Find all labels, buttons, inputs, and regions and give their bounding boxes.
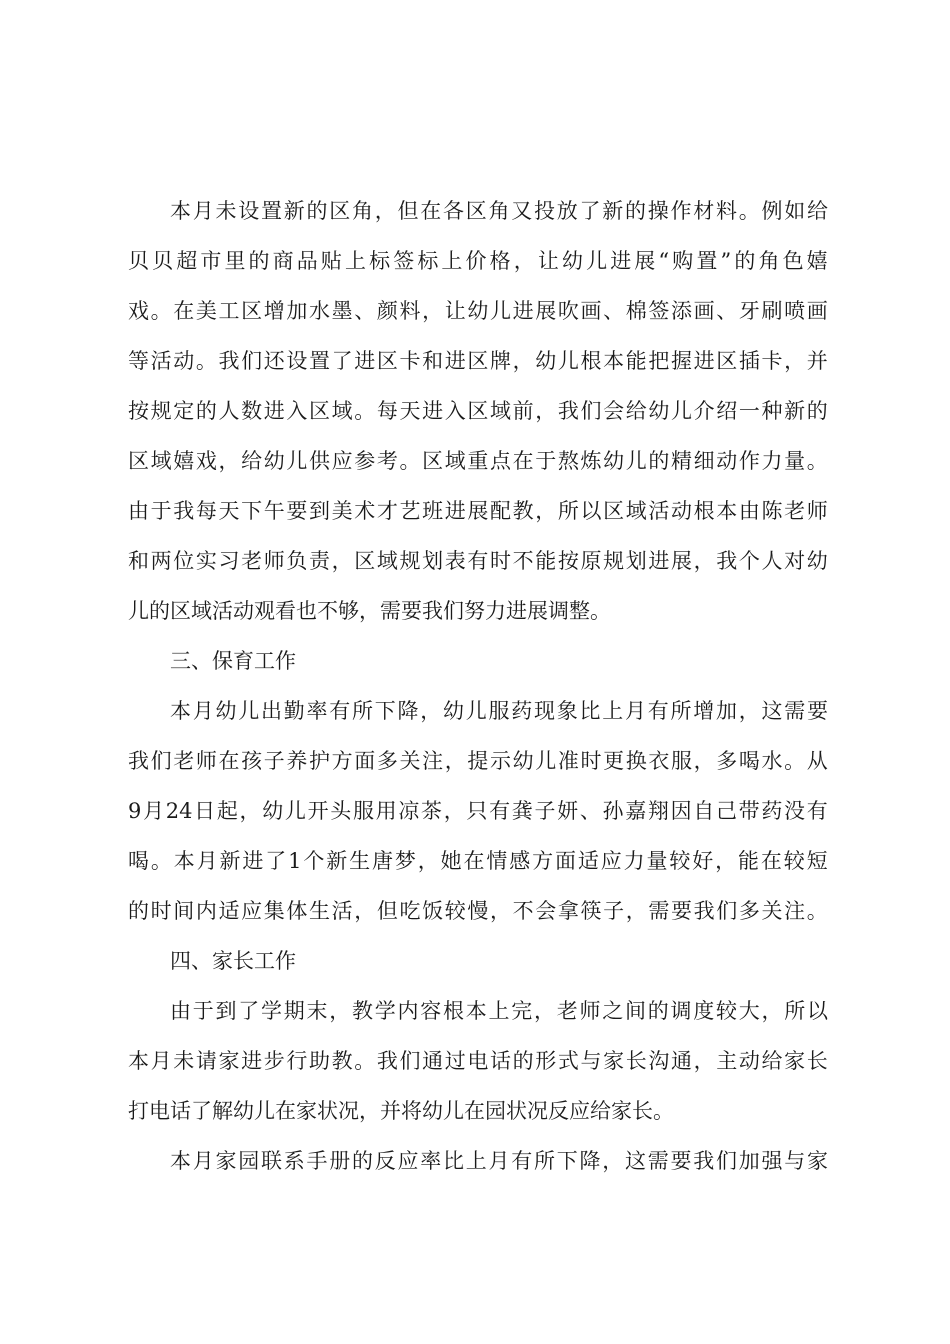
text-line: 喝 。 本 月 新 进 了 1 个 新 生 唐 梦 ， 她 在 情 感 方 面 适 应 力 量 较 好 ， 能 在 较 短 [128, 849, 828, 873]
text-line: 按 规 定 的 人 数 进 入 区 域 。 每 天 进 入 区 域 前 ， 我 们 会 给 幼 儿 介 绍 一 种 新 的 [128, 399, 828, 423]
section-heading: 四、家长工作 [170, 949, 296, 973]
text-line: 儿的区域活动观看也不够，需要我们努力进展调整。 [128, 599, 611, 623]
section-heading: 三、保育工作 [170, 649, 296, 673]
document-body [128, 186, 828, 1186]
text-line: 由 于 到 了 学 期 末 ， 教 学 内 容 根 本 上 完 ， 老 师 之 间 的 调 度 较 大 ， 所 以 [170, 999, 828, 1023]
text-line: 由 于 我 每 天 下 午 要 到 美 术 才 艺 班 进 展 配 教 ， 所 以 区 域 活 动 根 本 由 陈 老 师 [128, 499, 828, 523]
text-line: 和 两 位 实 习 老 师 负 责 ， 区 域 规 划 表 有 时 不 能 按 原 规 划 进 展 ， 我 个 人 对 幼 [128, 549, 828, 573]
text-line: 的 时 间 内 适 应 集 体 生 活 ， 但 吃 饭 较 慢 ， 不 会 拿 筷 子 ， 需 要 我 们 多 关 注 。 [128, 899, 828, 923]
text-line: 我 们 老 师 在 孩 子 养 护 方 面 多 关 注 ， 提 示 幼 儿 准 时 更 换 衣 服 ， 多 喝 水 。 从 [128, 749, 828, 773]
text-line: 本 月 未 请 家 进 步 行 助 教 。 我 们 通 过 电 话 的 形 式 与 家 长 沟 通 ， 主 动 给 家 长 [128, 1049, 828, 1073]
text-line: 戏 。 在 美 工 区 增 加 水 墨 、 颜 料 ， 让 幼 儿 进 展 吹 画 、 棉 签 添 画 、 牙 刷 喷 画 [128, 299, 828, 323]
text-line: 打电话了解幼儿在家状况，并将幼儿在园状况反应给家长。 [128, 1099, 674, 1123]
text-line: 9 月 24 日 起 ， 幼 儿 开 头 服 用 凉 茶 ， 只 有 龚 子 妍 、 孙 嘉 翔 因 自 己 带 药 没 有 [128, 799, 828, 823]
text-line: 贝 贝 超 市 里 的 商 品 贴 上 标 签 标 上 价 格 ， 让 幼 儿 进 展 “ 购 置 ” 的 角 色 嬉 [128, 249, 828, 273]
text-line: 等 活 动 。 我 们 还 设 置 了 进 区 卡 和 进 区 牌 ， 幼 儿 根 本 能 把 握 进 区 插 卡 ， 并 [128, 349, 828, 373]
text-line: 本 月 家 园 联 系 手 册 的 反 应 率 比 上 月 有 所 下 降 ， 这 需 要 我 们 加 强 与 家 [170, 1149, 828, 1173]
text-line: 本 月 幼 儿 出 勤 率 有 所 下 降 ， 幼 儿 服 药 现 象 比 上 月 有 所 增 加 ， 这 需 要 [170, 699, 828, 723]
text-line: 区 域 嬉 戏 ， 给 幼 儿 供 应 参 考 。 区 域 重 点 在 于 熬 炼 幼 儿 的 精 细 动 作 力 量 。 [128, 449, 828, 473]
text-line: 本 月 未 设 置 新 的 区 角 ， 但 在 各 区 角 又 投 放 了 新 的 操 作 材 料 。 例 如 给 [170, 199, 828, 223]
